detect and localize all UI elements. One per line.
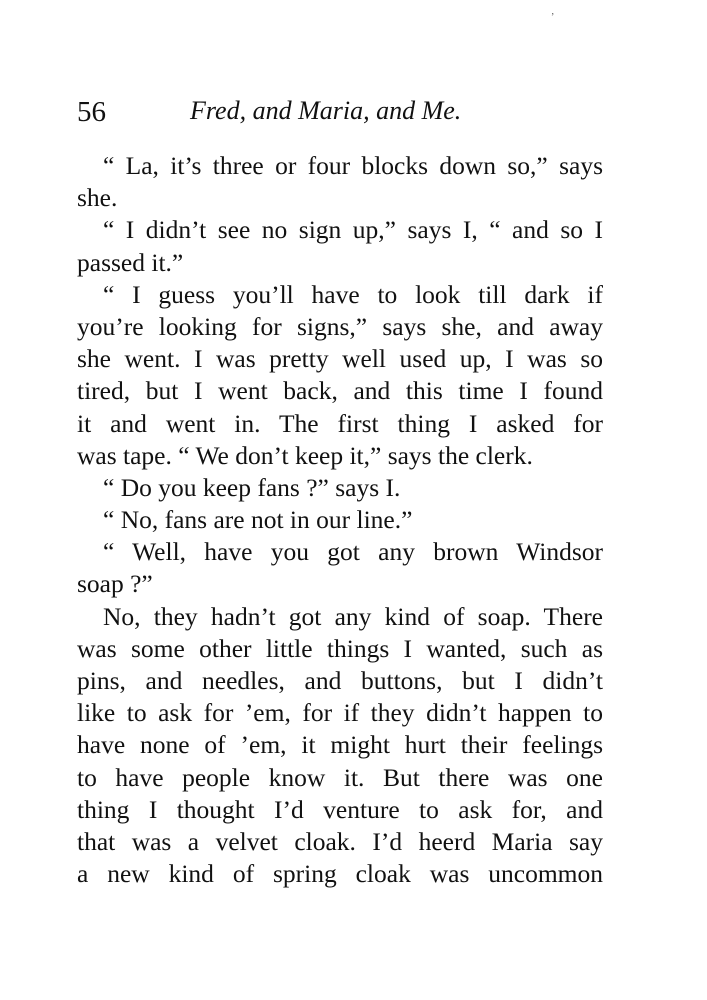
text-line: like to ask for ’em, for if they didn’t happen to [77, 698, 603, 728]
body-text [77, 150, 603, 890]
text-line: No, they hadn’t got any kind of soap. There [103, 601, 603, 631]
text-line: tired, but I went back, and this time I found [77, 376, 603, 406]
text-line: pins, and needles, and buttons, but I didn’t [77, 666, 603, 695]
page-header [77, 96, 603, 136]
text-line: you’re looking for signs,” says she, and away [77, 311, 603, 341]
text-line: she. [77, 183, 118, 213]
text-line: have none of ’em, it might hurt their feelings [77, 730, 603, 760]
text-line: a new kind of spring cloak was uncommon [77, 859, 603, 889]
text-line: it and went in. The first thing I asked for [77, 408, 603, 438]
text-line: soap ?” [77, 569, 153, 599]
text-line: “ Do you keep fans ?” says I. [103, 472, 401, 502]
text-line: that was a velvet cloak. I’d heerd Maria say [77, 826, 603, 856]
page-speck: ʼ [551, 12, 555, 23]
text-line: she went. I was pretty well used up, I was so [77, 344, 603, 374]
text-line: to have people know it. But there was one [77, 762, 603, 792]
text-line: passed it.” [77, 247, 184, 277]
text-line: “ Well, have you got any brown Windsor [103, 537, 603, 567]
text-line: was some other little things I wanted, such as [77, 633, 603, 663]
text-line: was tape. “ We don’t keep it,” says the clerk. [77, 440, 533, 470]
text-line: “ La, it’s three or four blocks down so,” says [103, 151, 603, 180]
text-line: “ No, fans are not in our line.” [103, 505, 413, 535]
page-number: 56 [77, 96, 106, 128]
running-title: Fred, and Maria, and Me. [190, 96, 462, 125]
text-line: “ I guess you’ll have to look till dark if [103, 279, 603, 309]
text-line: “ I didn’t see no sign up,” says I, “ and so I [103, 215, 603, 245]
text-line: thing I thought I’d venture to ask for, and [77, 794, 603, 824]
